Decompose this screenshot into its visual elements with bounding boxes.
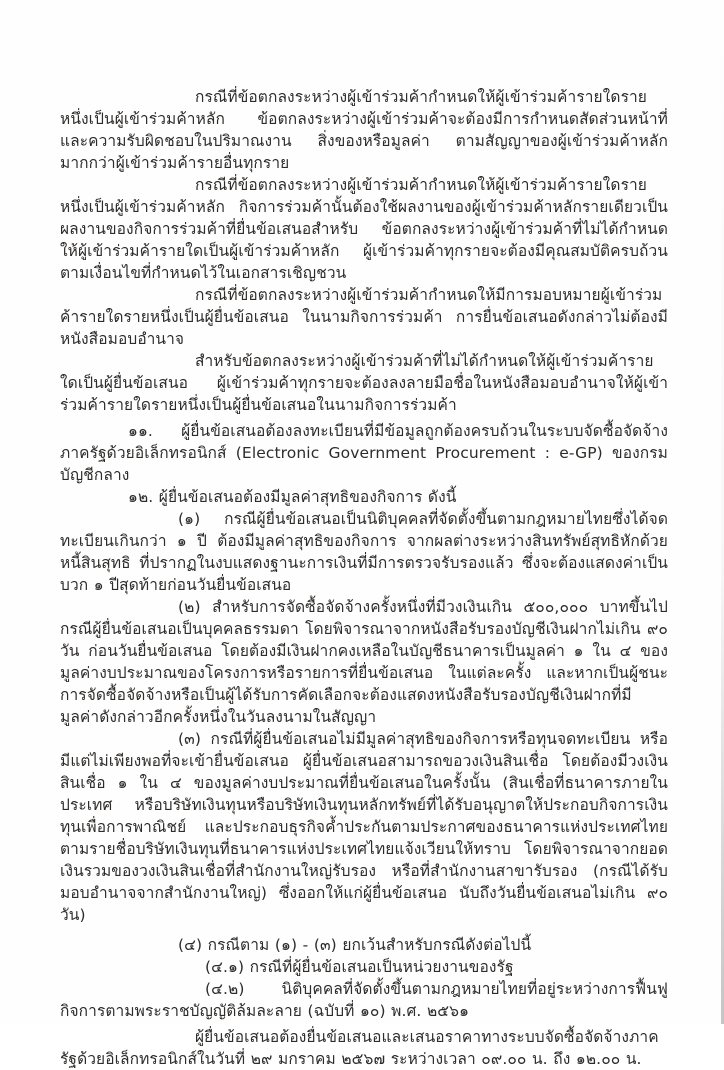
sub-item-3-credit-line: (๓) กรณีที่ผู้ยื่นข้อเสนอไม่มีมูลค่าสุทธิของกิจการหรือทุนจดทะเบียน หรือมีแต่ไม่เพียงพอที่จะเข้ายื่นข้อเสนอ ผู้ยื่นข้อเสนอสามารถขอวงเงินสินเชื่อ โดยต้องมีวงเงินสินเชื่อ ๑ ใน ๔ ของมูลค่างบประมาณที่ยื่นข้อเสนอในครั้งนั้น (สินเชื่อที่ธนาคารภายในประเทศ หรือบริษัทเงินทุนหรือบริษัทเงินทุนหลักทรัพย์ที่ได้รับอนุญาตให้ประกอบกิจการเงินทุนเพื่อการพาณิชย์ และประกอบธุรกิจค้ำประกันตามประกาศของธนาคารแห่งประเทศไทย ตามรายชื่อบริษัทเงินทุนที่ธนาคารแห่งประเทศไทยแจ้งเวียนให้ทราบ โดยพิจารณาจากยอดเงินรวมของวงเงินสินเชื่อที่สำนักงานใหญ่รับรอง หรือที่สำนักงานสาขารับรอง (กรณีได้รับมอบอำนาจจากสำนักงานใหญ่) ซึ่งออกให้แก่ผู้ยื่นข้อเสนอ นับถึงวันยื่นข้อเสนอไม่เกิน ๙๐ วัน) xyxy=(60,730,668,924)
sub-item-4-exceptions: (๔) กรณีตาม (๑) - (๓) ยกเว้นสำหรับกรณีดังต่อไปนี้ xyxy=(178,936,532,954)
paragraph-joint-venture-main-partner-work: กรณีที่ข้อตกลงระหว่างผู้เข้าร่วมค้ากำหนดให้ผู้เข้าร่วมค้ารายใดรายหนึ่งเป็นผู้เข้าร่วมค้าหลัก กิจการร่วมค้านั้นต้องใช้ผลงานของผู้เข้าร่วมค้าหลักรายเดียวเป็นผลงานของกิจการร่วมค้าที่ยื่นข้อเสนอสำหรับ ข้อตกลงระหว่างผู้เข้าร่วมค้าที่ไม่ได้กำหนดให้ผู้เข้าร่วมค้ารายใดเป็นผู้เข้าร่วมค้าหลัก ผู้เข้าร่วมค้าทุกรายจะต้องมีคุณสมบัติครบถ้วนตามเงื่อนไขที่กำหนดไว้ในเอกสารเชิญชวน xyxy=(60,176,668,282)
paragraph-joint-venture-power-of-attorney: สำหรับข้อตกลงระหว่างผู้เข้าร่วมค้าที่ไม่ได้กำหนดให้ผู้เข้าร่วมค้ารายใดเป็นผู้ยื่นข้อเสนอ ผู้เข้าร่วมค้าทุกรายจะต้องลงลายมือชื่อในหนังสือมอบอำนาจให้ผู้เข้าร่วมค้ารายใดรายหนึ่งเป็นผู้ยื่นข้อเสนอในนามกิจการร่วมค้า xyxy=(60,352,668,414)
document-text-block xyxy=(60,86,668,1070)
sub-item-4-1-government-agency: (๔.๑) กรณีที่ผู้ยื่นข้อเสนอเป็นหน่วยงานของรัฐ xyxy=(205,958,514,976)
sub-item-2-natural-person-deposit: (๒) สำหรับการจัดซื้อจัดจ้างครั้งหนึ่งที่มีวงเงินเกิน ๕๐๐,๐๐๐ บาทขึ้นไป กรณีผู้ยื่นข้อเสนอเป็นบุคคลธรรมดา โดยพิจารณาจากหนังสือรับรองบัญชีเงินฝากไม่เกิน ๙๐ วัน ก่อนวันยื่นข้อเสนอ โดยต้องมีเงินฝากคงเหลือในบัญชีธนาคารเป็นมูลค่า ๑ ใน ๔ ของมูลค่างบประมาณของโครงการหรือรายการที่ยื่นข้อเสนอ ในแต่ละครั้ง และหากเป็นผู้ชนะการจัดซื้อจัดจ้างหรือเป็นผู้ได้รับการคัดเลือกจะต้องแสดงหนังสือรับรองบัญชีเงินฝากที่มีมูลค่าดังกล่าวอีกครั้งหนึ่งในวันลงนามในสัญญา xyxy=(60,598,668,726)
list-item-12-net-worth: ๑๒. ผู้ยื่นข้อเสนอต้องมีมูลค่าสุทธิของกิจการ ดังนี้ xyxy=(128,488,457,506)
paragraph-submission-date-time: ผู้ยื่นข้อเสนอต้องยื่นข้อเสนอและเสนอราคาทางระบบจัดซื้อจัดจ้างภาครัฐด้วยอิเล็กทรอนิกส์ในวันที่ ๒๙ มกราคม ๒๕๖๗ ระหว่างเวลา ๐๙.๐๐ น. ถึง ๑๒.๐๐ น. xyxy=(60,1028,659,1068)
list-item-11-egp-registration: ๑๑. ผู้ยื่นข้อเสนอต้องลงทะเบียนที่มีข้อมูลถูกต้องครบถ้วนในระบบจัดซื้อจัดจ้างภาครัฐด้วยอิเล็กทรอนิกส์ (Electronic Government Procurement : e-GP) ของกรมบัญชีกลาง xyxy=(60,422,668,484)
sub-item-4-2-bankruptcy-rehabilitation: (๔.๒) นิติบุคคลที่จัดตั้งขึ้นตามกฎหมายไทยที่อยู่ระหว่างการฟื้นฟูกิจการตามพระราชบัญญัติล้มละลาย (ฉบับที่ ๑๐) พ.ศ. ๒๕๖๑ xyxy=(60,980,668,1020)
paragraph-joint-venture-authorized-bidder: กรณีที่ข้อตกลงระหว่างผู้เข้าร่วมค้ากำหนดให้มีการมอบหมายผู้เข้าร่วมค้ารายใดรายหนึ่งเป็นผู้ยื่นข้อเสนอ ในนามกิจการร่วมค้า การยื่นข้อเสนอดังกล่าวไม่ต้องมีหนังสือมอบอำนาจ xyxy=(60,286,668,348)
paragraph-joint-venture-main-partner-ratio: กรณีที่ข้อตกลงระหว่างผู้เข้าร่วมค้ากำหนดให้ผู้เข้าร่วมค้ารายใดรายหนึ่งเป็นผู้เข้าร่วมค้าหลัก ข้อตกลงระหว่างผู้เข้าร่วมค้าจะต้องมีการกำหนดสัดส่วนหน้าที่และความรับผิดชอบในปริมาณงาน สิ่งของหรือมูลค่า ตามสัญญาของผู้เข้าร่วมค้าหลักมากกว่าผู้เข้าร่วมค้ารายอื่นทุกราย xyxy=(60,88,668,172)
sub-item-1-juristic-person: (๑) กรณีผู้ยื่นข้อเสนอเป็นนิติบุคคลที่จัดตั้งขึ้นตามกฎหมายไทยซึ่งได้จดทะเบียนเกินกว่า ๑ ปี ต้องมีมูลค่าสุทธิของกิจการ จากผลต่างระหว่างสินทรัพย์สุทธิหักด้วยหนี้สินสุทธิ ที่ปรากฏในงบแสดงฐานะการเงินที่มีการตรวจรับรองแล้ว ซึ่งจะต้องแสดงค่าเป็นบวก ๑ ปีสุดท้ายก่อนวันยื่นข้อเสนอ xyxy=(60,510,668,594)
